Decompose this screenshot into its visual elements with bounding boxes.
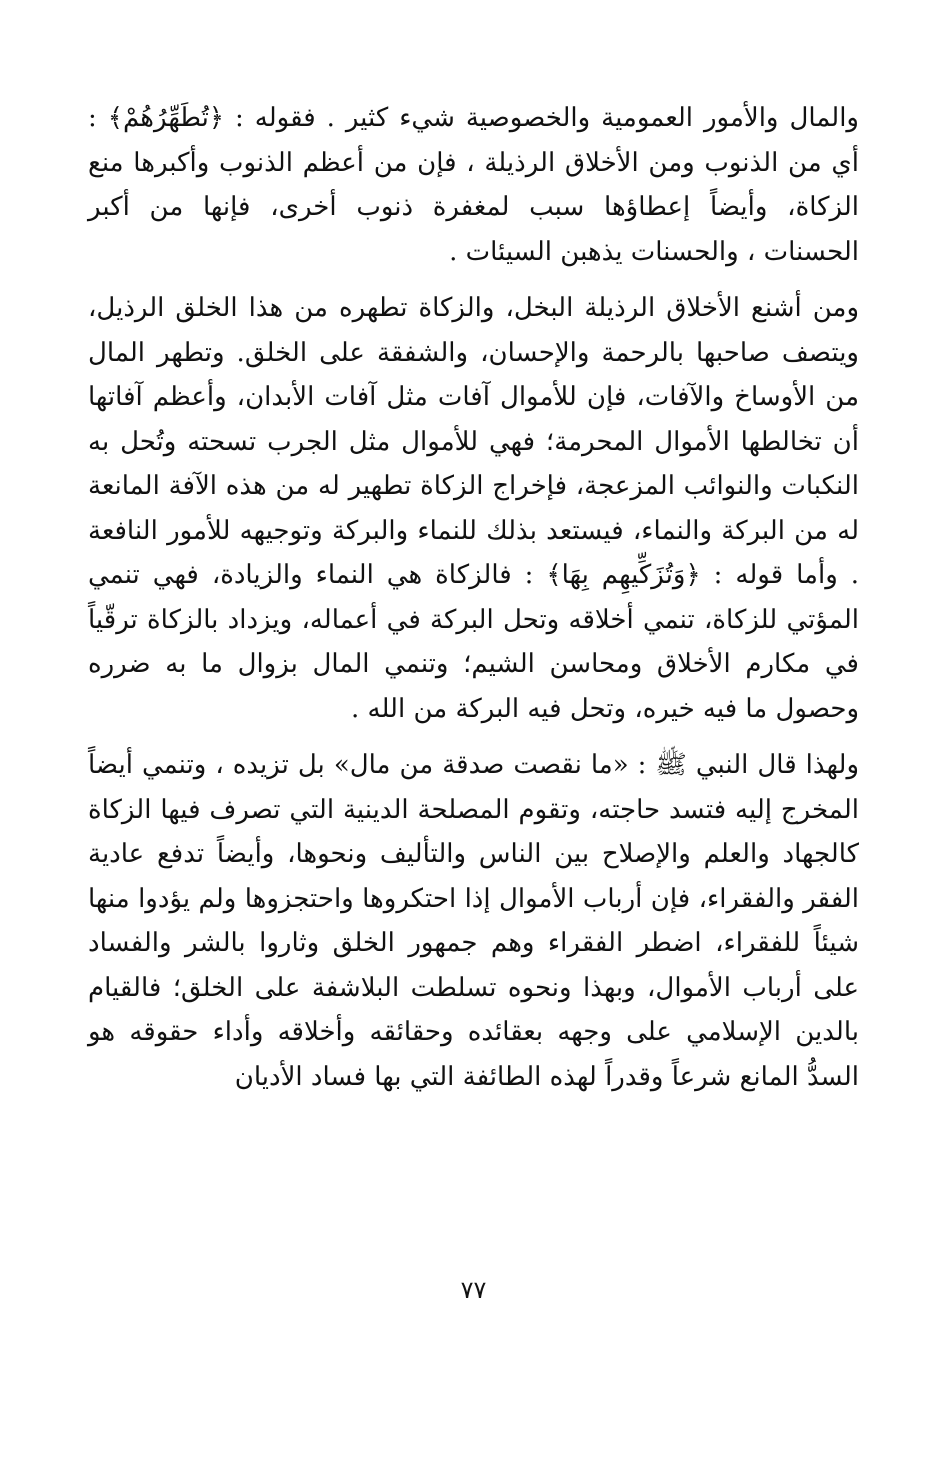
page-number: ٧٧ [460, 1276, 487, 1304]
body-text [88, 96, 859, 1099]
paragraph-1: والمال والأمور العمومية والخصوصية شيء كثير . فقوله : ﴿تُطَهِّرُهُمْ﴾ : أي من الذنوب ومن الأخلاق الرذيلة ، فإن من أعظم الذنوب وأكبرها منع الزكاة، وأيضاً إعطاؤها سبب لمغفرة ذنوب أخرى، فإنها من أكبر الحسنات ، والحسنات يذهبن السيئات . [88, 103, 859, 267]
paragraph-2: ومن أشنع الأخلاق الرذيلة البخل، والزكاة تطهره من هذا الخلق الرذيل، ويتصف صاحبها بالرحمة والإحسان، والشفقة على الخلق. وتطهر المال من الأوساخ والآفات، فإن للأموال آفات مثل آفات الأبدان، وأعظم آفاتها أن تخالطها الأموال المحرمة؛ فهي للأموال مثل الجرب تسحته وتُحل به النكبات والنوائب المزعجة، فإخراج الزكاة تطهير له من هذه الآفة المانعة له من البركة والنماء، فيستعد بذلك للنماء والبركة وتوجيهه للأمور النافعة . وأما قوله : ﴿وَتُزَكِّيهِم بِهَا﴾ : فالزكاة هي النماء والزيادة، فهي تنمي المؤتي للزكاة، تنمي أخلاقه وتحل البركة في أعماله، ويزداد بالزكاة ترقّياً في مكارم الأخلاق ومحاسن الشيم؛ وتنمي المال بزوال ما به ضرره وحصول ما فيه خيره، وتحل فيه البركة من الله . [88, 293, 859, 724]
paragraph-3: ولهذا قال النبي ﷺ : «ما نقصت صدقة من مال» بل تزيده ، وتنمي أيضاً المخرج إليه فتسد حاجته، وتقوم المصلحة الدينية التي تصرف فيها الزكاة كالجهاد والعلم والإصلاح بين الناس والتأليف ونحوها، وأيضاً تدفع عادية الفقر والفقراء، فإن أرباب الأموال إذا احتكروها واحتجزوها ولم يؤدوا منها شيئاً للفقراء، اضطر الفقراء وهم جمهور الخلق وثاروا بالشر والفساد على أرباب الأموال، وبهذا ونحوه تسلطت البلاشفة على الخلق؛ فالقيام بالدين الإسلامي على وجهه بعقائده وحقائقه وأخلاقه وأداء حقوقه هو السدُّ المانع شرعاً وقدراً لهذه الطائفة التي بها فساد الأديان [88, 750, 859, 1092]
